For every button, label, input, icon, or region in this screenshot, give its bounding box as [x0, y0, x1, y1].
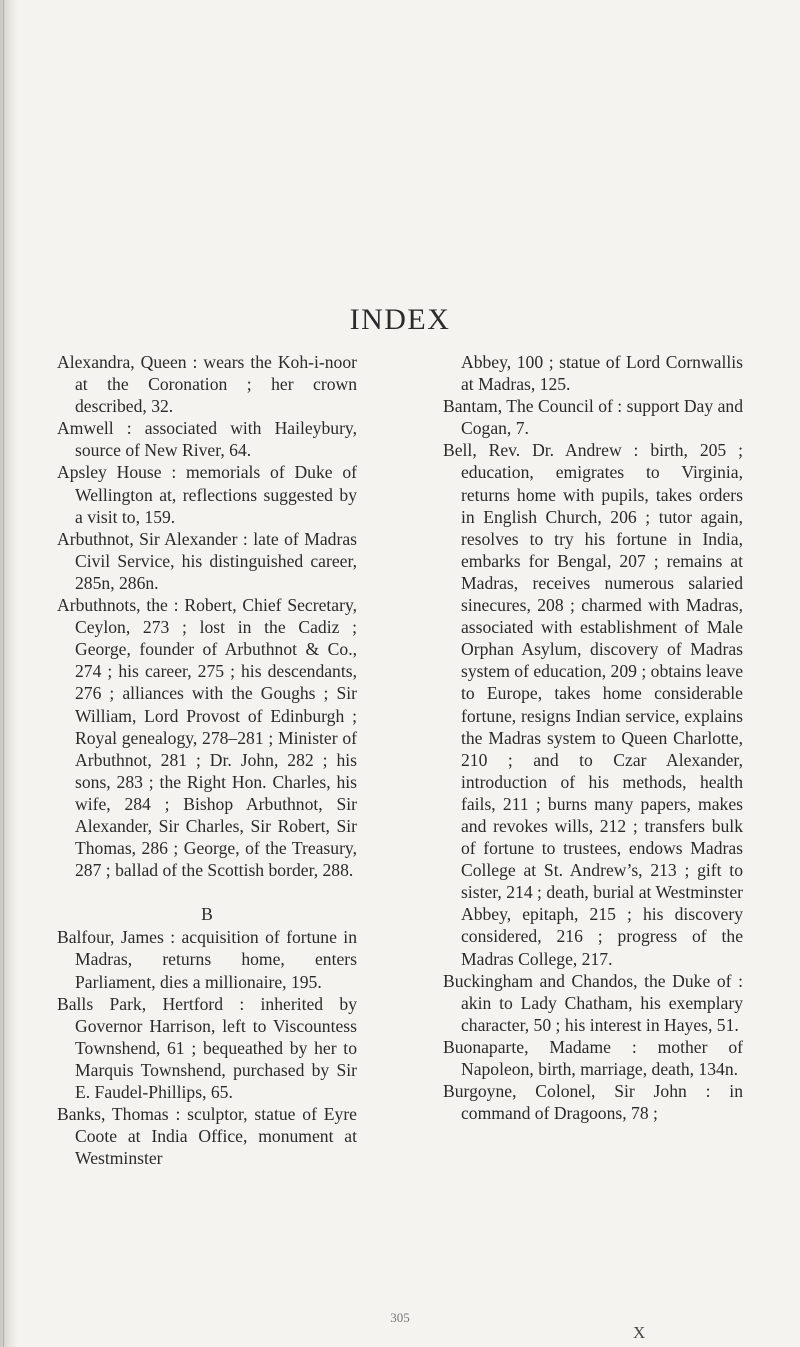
- index-entry: Bell, Rev. Dr. Andrew : birth, 205 ; education, emigrates to Virginia, returns home with pupils, takes orders in English Church, 206 ; tutor again, resolves to try his fortune in India, embarks for Bengal, 207 ; remains at Madras, receives numerous salaried sinecures, 208 ; charmed with Madras, associated with establishment of Male Orphan Asylum, discovery of Madras system of education, 209 ; obtains leave to Europe, takes home considerable fortune, resigns Indian service, explains the Madras system to Queen Charlotte, 210 ; and to Czar Alexander, introduction of his methods, health fails, 211 ; burns many papers, makes and revokes wills, 212 ; transfers bulk of fortune to trustees, endows Madras College at St. Andrew’s, 213 ; gift to sister, 214 ; death, burial at Westminster Abbey, epitaph, 215 ; his discovery considered, 216 ; progress of the Madras College, 217.: [443, 440, 743, 969]
- section-letter: B: [201, 904, 213, 925]
- index-entry: Bantam, The Council of : support Day and Cogan, 7.: [443, 396, 743, 439]
- page-number: 305: [390, 1310, 410, 1325]
- index-entry: Buckingham and Chandos, the Duke of : akin to Lady Chatham, his exemplary character, 50 ; his interest in Hayes, 51.: [443, 970, 743, 1035]
- index-entry-continued: Abbey, 100 ; statue of Lord Cornwallis at Madras, 125.: [461, 352, 743, 395]
- index-entry: Arbuthnot, Sir Alexander : late of Madras Civil Service, his distinguished career, 285n, 286n.: [57, 528, 357, 593]
- index-column-right: [443, 351, 743, 1124]
- book-spine-edge: [0, 0, 18, 1347]
- index-column-left: [57, 351, 357, 1169]
- index-entry: Apsley House : memorials of Duke of Wellington at, reflections suggested by a visit to, 159.: [57, 462, 357, 527]
- index-entry: Balls Park, Hertford : inherited by Governor Harrison, left to Viscountess Townshend, 61 ; bequeathed by her to Marquis Townshend, purchased by Sir E. Faudel-Phillips, 65.: [57, 993, 357, 1102]
- index-entry: Balfour, James : acquisition of fortune in Madras, returns home, enters Parliament, dies a millionaire, 195.: [57, 927, 357, 992]
- index-entry: Buonaparte, Madame : mother of Napoleon, birth, marriage, death, 134n.: [443, 1036, 743, 1079]
- index-entry: Amwell : associated with Haileybury, source of New River, 64.: [57, 418, 357, 461]
- index-entry: Arbuthnots, the : Robert, Chief Secretary, Ceylon, 273 ; lost in the Cadiz ; George, founder of Arbuthnot & Co., 274 ; his career, 275 ; his descendants, 276 ; alliances with the Goughs ; Sir William, Lord Provost of Edinburgh ; Royal genealogy, 278–281 ; Minister of Arbuthnot, 281 ; Dr. John, 282 ; his sons, 283 ; the Right Hon. Charles, his wife, 284 ; Bishop Arbuthnot, Sir Alexander, Sir Charles, Sir Robert, Sir Thomas, 286 ; George, of the Treasury, 287 ; ballad of the Scottish border, 288.: [57, 595, 357, 881]
- page-title: INDEX: [349, 303, 451, 336]
- signature-mark: X: [633, 1323, 646, 1342]
- index-entry: Burgoyne, Colonel, Sir John : in command of Dragoons, 78 ;: [443, 1081, 743, 1124]
- index-entry: Banks, Thomas : sculptor, statue of Eyre Coote at India Office, monument at Westminster: [57, 1104, 357, 1169]
- index-entry: Alexandra, Queen : wears the Koh-i-noor at the Coronation ; her crown described, 32.: [57, 352, 357, 417]
